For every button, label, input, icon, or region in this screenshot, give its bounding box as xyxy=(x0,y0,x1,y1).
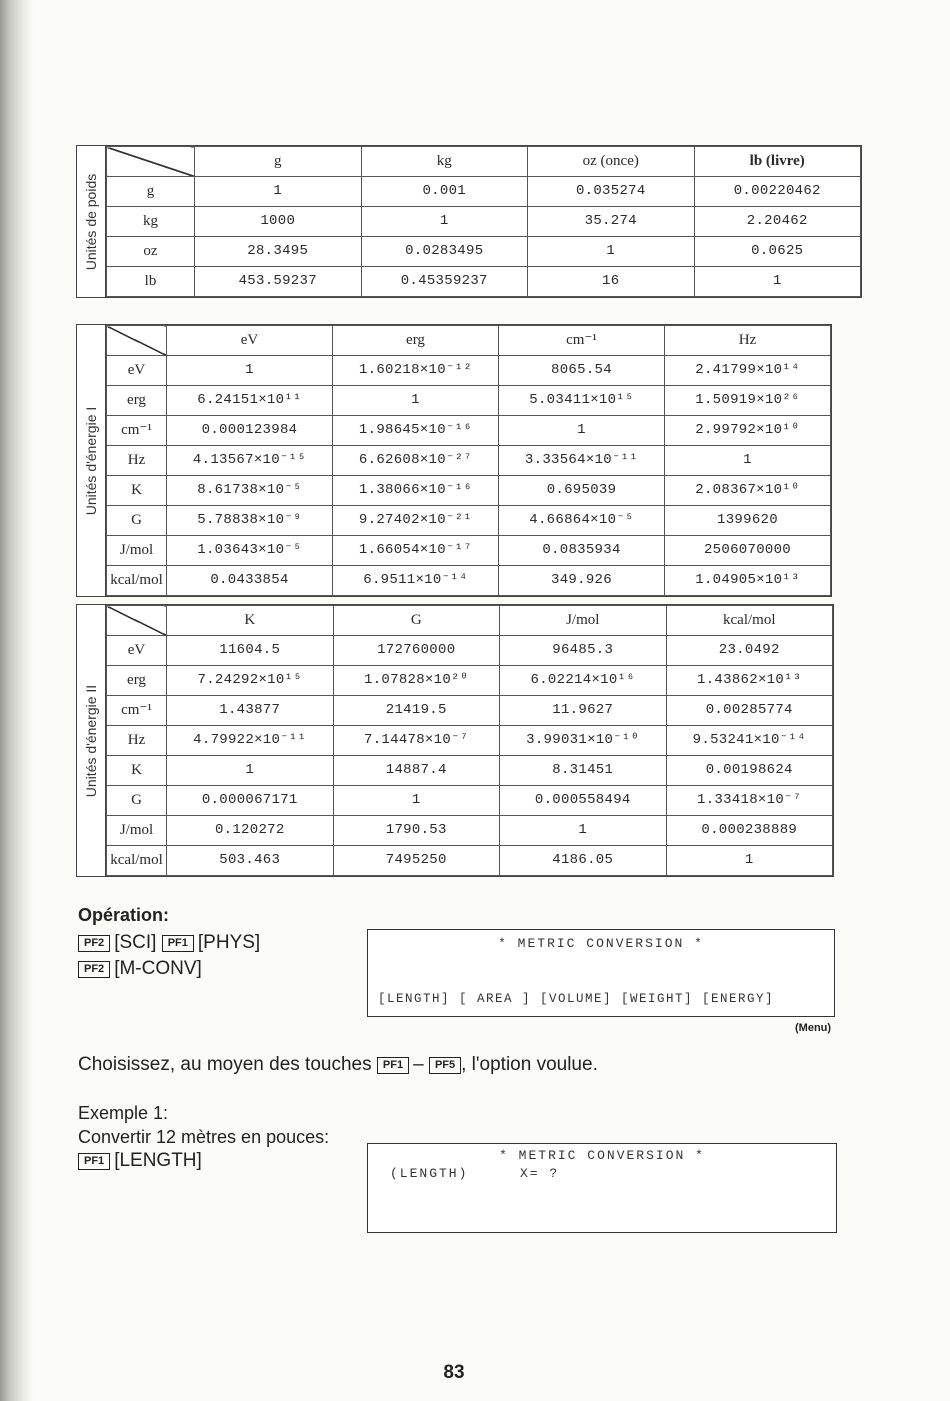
page-number: 83 xyxy=(443,1362,465,1383)
row-header: g xyxy=(107,177,195,207)
table-row xyxy=(107,666,833,696)
table-cell: 6.24151×10¹¹ xyxy=(167,386,333,416)
table-cell: 1000 xyxy=(195,207,362,237)
table-cell: 453.59237 xyxy=(195,267,362,297)
table-cell: 5.78838×10⁻⁹ xyxy=(167,506,333,536)
row-header: oz xyxy=(107,237,195,267)
row-header: kg xyxy=(107,207,195,237)
conversion-table xyxy=(106,146,861,297)
weight-units-table xyxy=(76,145,862,298)
pf2-key: PF2 xyxy=(78,961,110,978)
table-cell: 0.000067171 xyxy=(167,786,334,816)
table-cell: 11604.5 xyxy=(167,636,334,666)
table-cell: 11.9627 xyxy=(500,696,667,726)
m-conv-label: [M-CONV] xyxy=(114,958,202,979)
side-label: Unités de poids xyxy=(83,173,99,270)
table-cell: 0.695039 xyxy=(499,476,665,506)
table-cell: 0.0433854 xyxy=(167,566,333,596)
row-header: kcal/mol xyxy=(107,846,167,876)
table-cell: 1 xyxy=(167,756,334,786)
table-cell: 1.43877 xyxy=(167,696,334,726)
table-row xyxy=(107,237,861,267)
table-cell: 0.00198624 xyxy=(666,756,833,786)
example-screen-mode: (LENGTH) xyxy=(390,1166,469,1181)
table-cell: 2506070000 xyxy=(665,536,831,566)
table-row xyxy=(107,696,833,726)
table-row xyxy=(107,207,861,237)
length-label: [LENGTH] xyxy=(114,1150,202,1171)
table-cell: 1.50919×10²⁶ xyxy=(665,386,831,416)
table-row xyxy=(107,416,831,446)
table-cell: 1399620 xyxy=(665,506,831,536)
pf2-key: PF2 xyxy=(78,935,110,952)
row-header: cm⁻¹ xyxy=(107,416,167,446)
row-header: erg xyxy=(107,666,167,696)
column-header: oz (once) xyxy=(528,147,695,177)
table-cell: 1 xyxy=(333,786,500,816)
row-header: kcal/mol xyxy=(107,566,167,596)
table-cell: 3.33564×10⁻¹¹ xyxy=(499,446,665,476)
table-cell: 2.20462 xyxy=(694,207,861,237)
table-cell: 1 xyxy=(694,267,861,297)
table-cell: 1 xyxy=(528,237,695,267)
table-row xyxy=(107,786,833,816)
table-row xyxy=(107,386,831,416)
table-cell: 1790.53 xyxy=(333,816,500,846)
table-cell: 6.9511×10⁻¹⁴ xyxy=(333,566,499,596)
table-cell: 8.61738×10⁻⁵ xyxy=(167,476,333,506)
row-header: K xyxy=(107,476,167,506)
row-header: Hz xyxy=(107,446,167,476)
operation-line-2 xyxy=(78,958,202,980)
table-cell: 5.03411×10¹⁵ xyxy=(499,386,665,416)
table-cell: 0.00285774 xyxy=(666,696,833,726)
table-cell: 1.03643×10⁻⁵ xyxy=(167,536,333,566)
table-cell: 1.07828×10²⁰ xyxy=(333,666,500,696)
table-row xyxy=(107,536,831,566)
table-cell: 6.02214×10¹⁶ xyxy=(500,666,667,696)
table-cell: 23.0492 xyxy=(666,636,833,666)
table-row xyxy=(107,267,861,297)
menu-caption: (Menu) xyxy=(795,1022,832,1034)
table-cell: 0.035274 xyxy=(528,177,695,207)
table-cell: 1 xyxy=(167,356,333,386)
table-cell: 1.43862×10¹³ xyxy=(666,666,833,696)
table-cell: 8.31451 xyxy=(500,756,667,786)
table-cell: 0.0625 xyxy=(694,237,861,267)
table-cell: 1 xyxy=(333,386,499,416)
table-row xyxy=(107,636,833,666)
pf1-key: PF1 xyxy=(162,935,194,952)
column-header: erg xyxy=(333,326,499,356)
row-header: G xyxy=(107,506,167,536)
energy-units-2-table xyxy=(76,604,834,877)
table-cell: 96485.3 xyxy=(500,636,667,666)
table-cell: 3.99031×10⁻¹⁰ xyxy=(500,726,667,756)
phys-label: [PHYS] xyxy=(197,932,261,953)
side-label: Unités d'énergie I xyxy=(83,406,99,515)
side-label-cell xyxy=(77,325,106,596)
table-cell: 4.13567×10⁻¹⁵ xyxy=(167,446,333,476)
table-cell: 35.274 xyxy=(528,207,695,237)
table-cell: 1 xyxy=(666,846,833,876)
column-header: lb (livre) xyxy=(694,147,861,177)
table-cell: 1.98645×10⁻¹⁶ xyxy=(333,416,499,446)
side-label-cell xyxy=(77,146,106,297)
table-cell: 4186.05 xyxy=(500,846,667,876)
column-header: kcal/mol xyxy=(666,606,833,636)
table-row xyxy=(107,726,833,756)
table-cell: 0.000123984 xyxy=(167,416,333,446)
side-label: Unités d'énergie II xyxy=(83,684,99,797)
table-cell: 8065.54 xyxy=(499,356,665,386)
table-cell: 4.66864×10⁻⁵ xyxy=(499,506,665,536)
table-cell: 0.000238889 xyxy=(666,816,833,846)
example-title: Exemple 1: xyxy=(78,1103,169,1123)
table-cell: 1 xyxy=(665,446,831,476)
table-cell: 9.53241×10⁻¹⁴ xyxy=(666,726,833,756)
table-cell: 1.60218×10⁻¹² xyxy=(333,356,499,386)
column-header: J/mol xyxy=(500,606,667,636)
column-header: kg xyxy=(361,147,528,177)
pf5-key: PF5 xyxy=(429,1057,461,1074)
table-row xyxy=(107,846,833,876)
choose-dash: – xyxy=(413,1054,424,1075)
table-cell: 0.00220462 xyxy=(694,177,861,207)
example-screen-prompt: X= ? xyxy=(520,1166,560,1181)
table-cell: 172760000 xyxy=(333,636,500,666)
table-cell: 1 xyxy=(500,816,667,846)
row-header: G xyxy=(107,786,167,816)
pf1-key: PF1 xyxy=(78,1153,110,1170)
choose-text-after: , l'option voulue. xyxy=(461,1054,598,1075)
energy-units-1-table xyxy=(76,324,832,597)
table-cell: 1 xyxy=(195,177,362,207)
side-label-cell xyxy=(77,605,106,876)
example-screen-title: * METRIC CONVERSION * xyxy=(499,1148,705,1163)
menu-screen xyxy=(367,929,835,1017)
table-cell: 0.0835934 xyxy=(499,536,665,566)
choose-text-before: Choisissez, au moyen des touches xyxy=(78,1054,372,1075)
header-row xyxy=(107,147,861,177)
table-row xyxy=(107,446,831,476)
operation-heading: Opération: xyxy=(78,905,170,925)
table-cell: 1 xyxy=(499,416,665,446)
table-cell: 0.45359237 xyxy=(361,267,528,297)
table-cell: 2.08367×10¹⁰ xyxy=(665,476,831,506)
row-header: erg xyxy=(107,386,167,416)
choose-instruction xyxy=(78,1054,598,1076)
table-cell: 21419.5 xyxy=(333,696,500,726)
page-binding-shadow xyxy=(0,0,34,1401)
table-row xyxy=(107,816,833,846)
corner-cell xyxy=(107,606,167,636)
table-cell: 7.14478×10⁻⁷ xyxy=(333,726,500,756)
column-header: K xyxy=(167,606,334,636)
row-header: J/mol xyxy=(107,536,167,566)
table-row xyxy=(107,356,831,386)
example-keys xyxy=(78,1150,202,1172)
row-header: eV xyxy=(107,356,167,386)
column-header: eV xyxy=(167,326,333,356)
screen-title: * METRIC CONVERSION * xyxy=(498,936,704,951)
example-screen xyxy=(367,1143,837,1233)
operation-line-1 xyxy=(78,932,260,954)
table-cell: 9.27402×10⁻²¹ xyxy=(333,506,499,536)
table-row xyxy=(107,566,831,596)
table-cell: 4.79922×10⁻¹¹ xyxy=(167,726,334,756)
pf1-key: PF1 xyxy=(377,1057,409,1074)
row-header: Hz xyxy=(107,726,167,756)
table-cell: 349.926 xyxy=(499,566,665,596)
row-header: lb xyxy=(107,267,195,297)
table-cell: 1.66054×10⁻¹⁷ xyxy=(333,536,499,566)
conversion-table xyxy=(106,325,831,596)
screen-menu-line: [LENGTH] [ AREA ] [VOLUME] [WEIGHT] [ENERGY] xyxy=(378,992,775,1006)
table-cell: 14887.4 xyxy=(333,756,500,786)
corner-cell xyxy=(107,147,195,177)
table-cell: 7.24292×10¹⁵ xyxy=(167,666,334,696)
sci-label: [SCI] xyxy=(114,932,157,953)
table-cell: 503.463 xyxy=(167,846,334,876)
column-header: cm⁻¹ xyxy=(499,326,665,356)
table-cell: 2.99792×10¹⁰ xyxy=(665,416,831,446)
example-instruction: Convertir 12 mètres en pouces: xyxy=(78,1127,330,1147)
row-header: J/mol xyxy=(107,816,167,846)
table-row xyxy=(107,756,833,786)
row-header: K xyxy=(107,756,167,786)
row-header: eV xyxy=(107,636,167,666)
table-cell: 7495250 xyxy=(333,846,500,876)
column-header: g xyxy=(195,147,362,177)
conversion-table xyxy=(106,605,833,876)
table-cell: 1.38066×10⁻¹⁶ xyxy=(333,476,499,506)
table-cell: 0.001 xyxy=(361,177,528,207)
table-cell: 0.120272 xyxy=(167,816,334,846)
table-cell: 28.3495 xyxy=(195,237,362,267)
table-cell: 2.41799×10¹⁴ xyxy=(665,356,831,386)
table-cell: 0.0283495 xyxy=(361,237,528,267)
table-cell: 1.33418×10⁻⁷ xyxy=(666,786,833,816)
corner-cell xyxy=(107,326,167,356)
header-row xyxy=(107,606,833,636)
table-cell: 6.62608×10⁻²⁷ xyxy=(333,446,499,476)
header-row xyxy=(107,326,831,356)
column-header: Hz xyxy=(665,326,831,356)
column-header: G xyxy=(333,606,500,636)
table-cell: 0.000558494 xyxy=(500,786,667,816)
table-row xyxy=(107,476,831,506)
table-row xyxy=(107,177,861,207)
table-cell: 16 xyxy=(528,267,695,297)
table-row xyxy=(107,506,831,536)
table-cell: 1.04905×10¹³ xyxy=(665,566,831,596)
row-header: cm⁻¹ xyxy=(107,696,167,726)
table-cell: 1 xyxy=(361,207,528,237)
